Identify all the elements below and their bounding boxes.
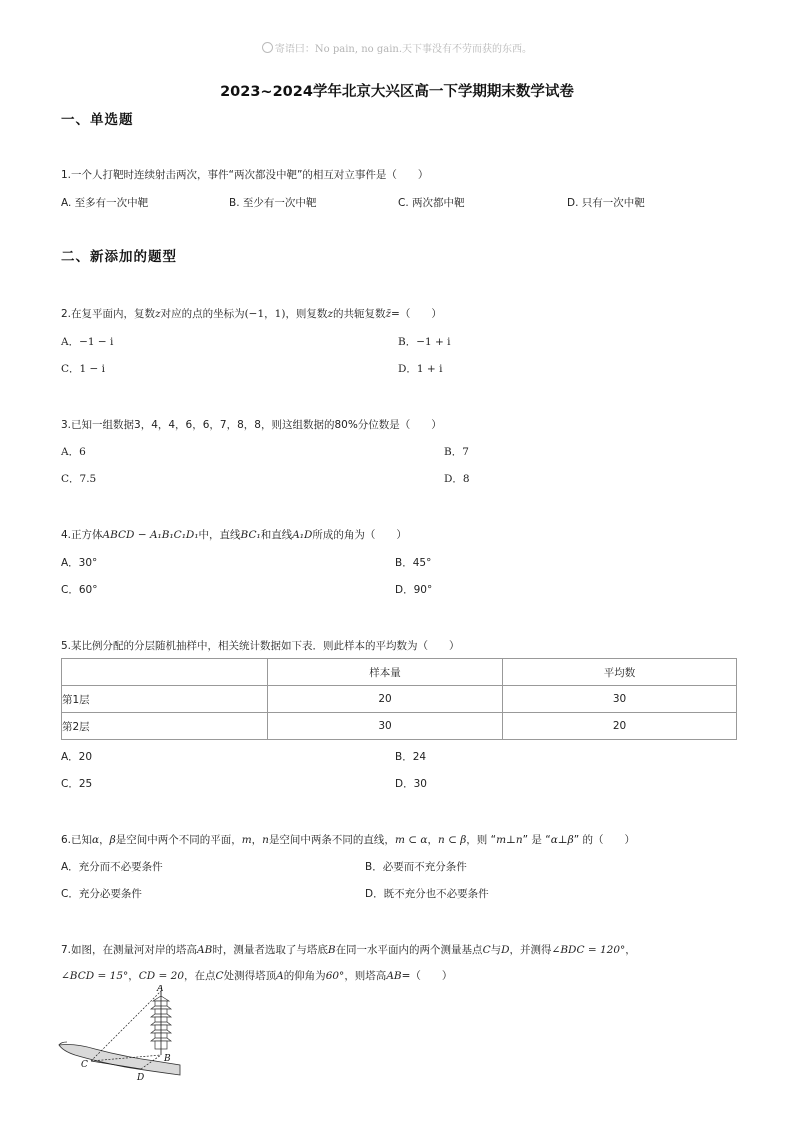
table-cell: 20	[503, 713, 737, 740]
question-3-option-b: B．7	[444, 446, 469, 458]
question-4-option-b: B．45°	[395, 557, 432, 569]
table-cell: 第2层	[62, 713, 268, 740]
question-5-option-a: A．20	[61, 751, 93, 763]
question-4-option-d: D．90°	[395, 584, 433, 596]
question-1-option-c: C. 两次都中靶	[398, 197, 465, 209]
table-header-cell: 样本量	[268, 659, 503, 686]
question-1-option-b: B. 至少有一次中靶	[229, 197, 317, 209]
section-new-types: 二、新添加的题型	[61, 249, 177, 265]
stratified-sample-table	[61, 658, 737, 740]
table-row	[62, 713, 737, 740]
point-label-b: B	[164, 1054, 171, 1064]
line-ca	[91, 991, 161, 1061]
table-cell: 20	[268, 686, 503, 713]
table-cell: 30	[503, 686, 737, 713]
question-2-option-a: A．−1 − i	[61, 336, 114, 348]
question-1-option-d: D. 只有一次中靶	[567, 197, 645, 209]
question-3-stem: 3.已知一组数据3，4，4，6，6，7，8，8，则这组数据的80%分位数是（ ）	[61, 419, 442, 431]
question-6-stem: 6.已知α，β是空间中两个不同的平面，m，n是空间中两条不同的直线，m ⊂ α，n ⊂ β，则 “m⊥n” 是 “α⊥β” 的（ ）	[61, 834, 636, 846]
question-3-option-a: A．6	[61, 446, 86, 458]
question-5-option-b: B．24	[395, 751, 427, 763]
question-3-option-c: C．7.5	[61, 473, 97, 485]
table-header-cell: 平均数	[503, 659, 737, 686]
question-4-stem: 4.正方体ABCD − A₁B₁C₁D₁中，直线BC₁和直线A₁D所成的角为（ ）	[61, 529, 407, 541]
question-2-option-b: B．−1 + i	[398, 336, 451, 348]
question-4-option-a: A．30°	[61, 557, 98, 569]
question-2-option-c: C．1 − i	[61, 363, 106, 375]
question-6-option-c: C．充分必要条件	[61, 888, 142, 900]
page-title: 2023~2024学年北京大兴区高一下学期期末数学试卷	[220, 84, 574, 100]
point-label-d: D	[137, 1073, 145, 1083]
question-7-stem-line-1: 7.如图，在测量河对岸的塔高AB时，测量者选取了与塔底B在同一水平面内的两个测量基点C与D，并测得∠BDC = 120°，	[61, 944, 636, 956]
header-motto: 寄语曰：No pain, no gain.天下事没有不劳而获的东西。	[0, 40, 794, 55]
point-label-a: A	[157, 985, 164, 994]
question-5-option-c: C．25	[61, 778, 93, 790]
point-label-c: C	[81, 1060, 88, 1070]
question-1-stem: 1.一个人打靶时连续射击两次，事件“两次都没中靶”的相互对立事件是（ ）	[61, 169, 429, 181]
question-5-stem: 5.某比例分配的分层随机抽样中，相关统计数据如下表．则此样本的平均数为（ ）	[61, 640, 460, 652]
table-header-cell	[62, 659, 268, 686]
question-7-stem-line-2: ∠BCD = 15°，CD = 20，在点C处测得塔顶A的仰角为60°，则塔高AB=（ ）	[61, 970, 453, 982]
question-4-option-c: C．60°	[61, 584, 98, 596]
question-2-option-d: D．1 + i	[398, 363, 443, 375]
smile-icon	[262, 42, 273, 53]
question-3-option-d: D．8	[444, 473, 470, 485]
question-5-option-d: D．30	[395, 778, 427, 790]
question-2-stem: 2.在复平面内，复数z对应的点的坐标为(−1，1)，则复数z的共轭复数z̄=（ ）	[61, 308, 442, 320]
table-cell: 30	[268, 713, 503, 740]
table-header-row	[62, 659, 737, 686]
question-6-option-a: A．充分而不必要条件	[61, 861, 163, 873]
question-1-option-a: A. 至多有一次中靶	[61, 197, 149, 209]
section-single-choice: 一、单选题	[61, 112, 134, 128]
table-row	[62, 686, 737, 713]
table-cell: 第1层	[62, 686, 268, 713]
question-6-option-b: B．必要而不充分条件	[365, 861, 467, 873]
tower-measurement-figure	[55, 985, 190, 1085]
question-6-option-d: D．既不充分也不必要条件	[365, 888, 489, 900]
